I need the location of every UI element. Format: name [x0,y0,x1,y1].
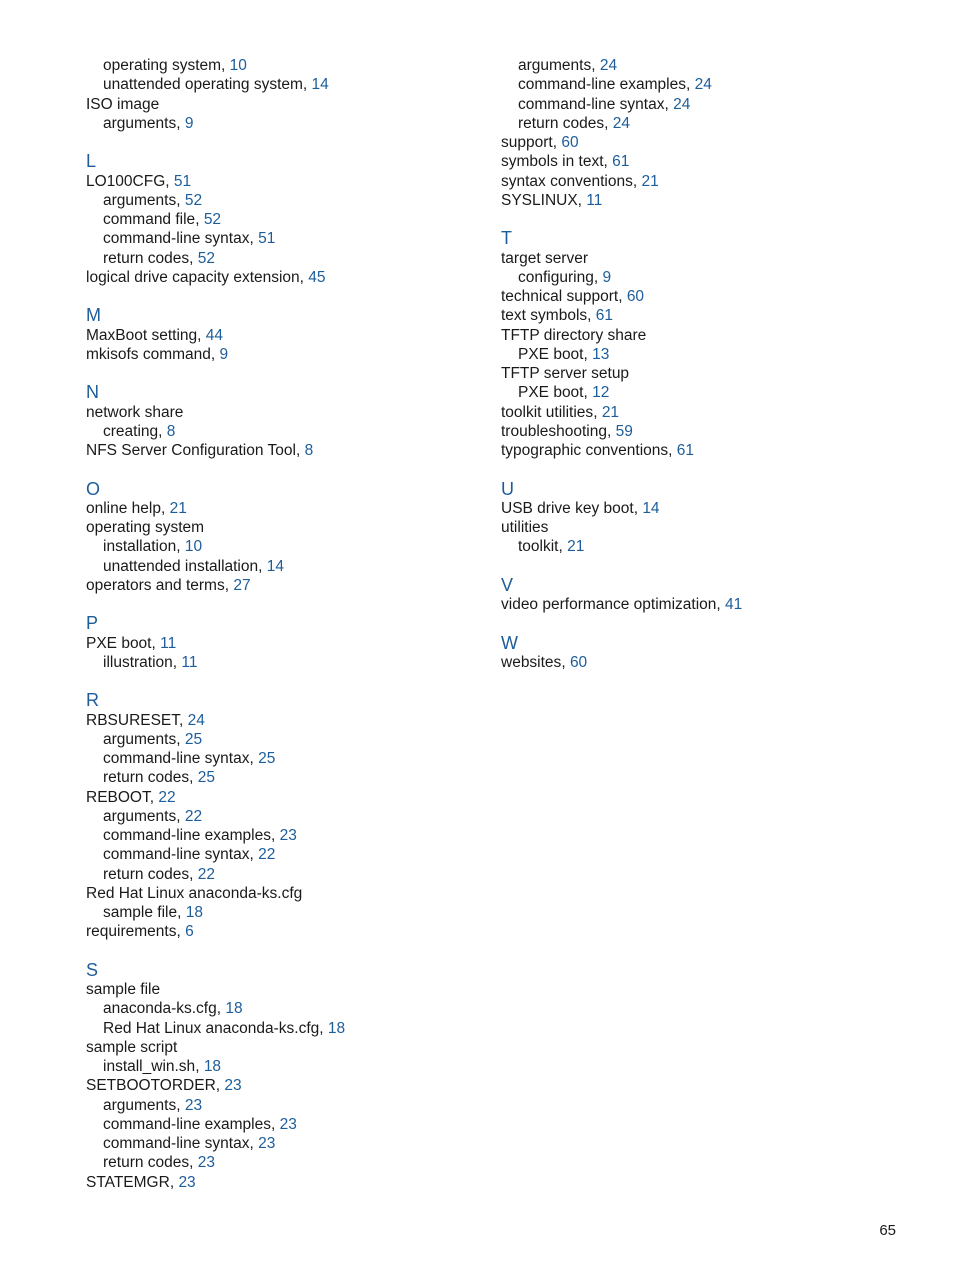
page-link[interactable]: 24 [599,57,618,74]
index-entry [86,441,486,460]
page-link[interactable]: 10 [229,57,247,74]
index-term: illustration [103,653,173,671]
section-letter: V [501,574,514,595]
index-subentry [86,865,486,884]
page-link[interactable]: 61 [676,442,695,459]
page-link[interactable]: 52 [197,249,216,267]
index-term: typographic conventions [501,442,669,459]
page-link[interactable]: 25 [258,750,276,767]
index-term: command-line syntax [103,750,250,767]
index-subentry [86,903,486,922]
separator: , [664,95,674,113]
index-term: mkisofs command [86,345,211,363]
index-subentry [86,807,486,826]
separator: , [195,211,204,228]
index-term: TFTP server setup [501,365,630,382]
separator: , [271,1115,280,1133]
index-term: command-line syntax [103,1135,250,1152]
separator: , [249,750,259,767]
page-link[interactable]: 14 [311,76,329,94]
separator: , [221,57,230,74]
index-column-right [501,56,921,672]
index-entry [501,595,921,614]
separator: , [668,442,677,459]
index-entry [86,1038,486,1057]
separator: , [149,788,159,806]
index-entry [501,249,921,268]
index-term: network share [86,403,184,421]
index-entry [86,268,486,287]
index-subentry [86,999,486,1018]
separator: , [604,114,613,132]
index-subentry [501,114,921,133]
index-entry [501,403,921,422]
index-entry [86,518,486,537]
index-term: online help [86,499,161,517]
index-term: troubleshooting [501,422,607,440]
index-term: unattended operating system [103,76,303,94]
index-entry [86,711,486,730]
index-term: command-line examples [103,827,271,844]
index-term: arguments [103,191,177,209]
index-term: syntax conventions [501,172,633,190]
page-link[interactable]: 13 [592,345,610,363]
index-term: anaconda-ks.cfg [103,1000,217,1018]
index-term: utilities [501,519,549,536]
section-letter: S [86,959,99,980]
page-link[interactable]: 11 [160,634,177,652]
page-link[interactable]: 61 [612,153,630,171]
index-term: RBSURESET [86,711,180,729]
separator: , [189,865,198,883]
index-subentry [86,537,486,556]
page-link[interactable]: 11 [181,653,198,671]
index-term: operating system [103,57,222,74]
index-subentry [501,537,921,556]
index-entry [501,133,921,152]
separator: , [583,345,593,363]
page-link[interactable]: 23 [178,1173,196,1191]
index-entry [501,306,921,325]
index-term: NFS Server Configuration Tool [86,442,296,459]
page-link[interactable]: 23 [224,1077,242,1095]
index-term: command-line syntax [518,95,665,113]
index-term: Red Hat Linux anaconda-ks.cfg [103,1019,320,1037]
index-subentry [86,210,486,229]
section-letter: R [86,690,99,711]
separator: , [160,499,170,517]
index-term: PXE boot [518,384,584,402]
index-subentry [86,56,486,75]
page-link[interactable]: 23 [258,1135,276,1152]
page-link[interactable]: 61 [595,307,614,325]
page-link[interactable]: 8 [166,422,176,440]
index-term: websites [501,653,562,671]
separator: , [577,191,587,209]
page-link[interactable]: 24 [187,711,205,729]
page-link[interactable]: 22 [197,865,216,883]
page-link[interactable]: 23 [197,1154,216,1172]
page-link[interactable]: 21 [169,499,187,517]
separator: , [176,191,185,209]
index-term: configuring [518,268,594,286]
index-term: USB drive key boot [501,499,634,517]
separator: , [176,114,185,132]
separator: , [299,268,309,286]
index-term: unattended installation [103,557,259,575]
index-term: SYSLINUX [501,191,578,209]
page-link[interactable]: 25 [197,769,216,787]
index-term: LO100CFG [86,172,166,190]
index-subentry [86,114,486,133]
page-link[interactable]: 18 [203,1058,222,1075]
separator: , [216,1000,226,1018]
separator: , [177,904,186,921]
index-entry [501,499,921,518]
index-term: text symbols [501,307,588,325]
page-link[interactable]: 14 [642,499,660,517]
index-term: REBOOT [86,788,150,806]
page-link[interactable]: 11 [586,191,603,209]
index-entry [86,326,486,345]
section-letter: M [86,305,101,326]
page-link[interactable]: 23 [279,827,297,844]
separator: , [210,345,220,363]
page-link[interactable]: 22 [258,846,276,864]
index-entry [86,1173,486,1192]
index-term: arguments [103,1096,177,1114]
index-entry [86,576,486,595]
index-subentry [86,1153,486,1172]
separator: , [593,268,603,286]
page-link[interactable]: 10 [184,538,203,556]
page-link[interactable]: 51 [258,230,276,248]
page-link[interactable]: 9 [184,114,194,132]
separator: , [151,634,161,652]
index-entry [501,152,921,171]
index-term: install_win.sh [103,1058,196,1075]
index-subentry [86,422,486,441]
index-term: return codes [103,769,190,787]
page-number: 65 [879,1222,896,1239]
separator: , [716,596,726,613]
page-link[interactable]: 41 [725,596,743,613]
index-term: requirements [86,923,177,941]
page-link[interactable]: 9 [602,268,612,286]
separator: , [249,846,259,864]
page-link[interactable]: 9 [219,345,229,363]
index-term: STATEMGR [86,1173,170,1191]
index-term: PXE boot [86,634,152,652]
separator: , [158,422,167,440]
index-subentry [86,845,486,864]
index-subentry [86,557,486,576]
index-subentry [86,191,486,210]
separator: , [224,576,234,594]
separator: , [271,827,280,844]
index-entry [86,499,486,518]
index-term: ISO image [86,95,160,113]
index-term: logical drive capacity extension [86,268,300,286]
index-subentry [501,95,921,114]
index-subentry [86,768,486,787]
separator: , [176,807,185,825]
section-letter: L [86,151,97,172]
separator: , [295,442,305,459]
index-term: arguments [103,114,177,132]
index-subentry [501,345,921,364]
index-term: support [501,134,553,151]
index-subentry [86,826,486,845]
index-term: target server [501,249,589,267]
index-term: arguments [103,807,177,825]
index-entry [86,922,486,941]
index-subentry [86,249,486,268]
separator: , [215,1077,225,1095]
page-link[interactable]: 12 [592,384,610,402]
index-entry [501,172,921,191]
page-link[interactable]: 22 [184,807,203,825]
separator: , [249,230,259,248]
separator: , [249,1135,259,1152]
index-entry [501,653,921,672]
index-term: sample file [86,981,161,998]
section-letter: T [501,228,512,249]
index-entry [501,287,921,306]
page-link[interactable]: 60 [561,134,579,151]
page-link[interactable]: 24 [612,114,631,132]
page-link[interactable]: 6 [185,923,194,941]
separator: , [197,326,206,344]
index-term: sample script [86,1038,178,1056]
separator: , [618,288,627,305]
separator: , [633,499,643,517]
index-term: command file [103,211,196,228]
page-link[interactable]: 23 [279,1115,297,1133]
page-link[interactable]: 22 [158,788,176,806]
section-letter: U [501,478,514,499]
index-entry [86,95,486,114]
section-letter: O [86,478,101,499]
index-subentry [86,1134,486,1153]
index-subentry [86,1057,486,1076]
index-term: command-line examples [518,76,686,94]
page-link[interactable]: 18 [225,1000,243,1018]
page-link[interactable]: 23 [184,1096,203,1114]
page-link[interactable]: 52 [203,211,222,228]
index-subentry [86,229,486,248]
section-letter: W [501,632,518,653]
index-entry [501,518,921,537]
index-term: video performance optimization [501,596,717,613]
index-subentry [86,1096,486,1115]
index-term: Red Hat Linux anaconda-ks.cfg [86,884,303,902]
index-entry [86,788,486,807]
index-subentry [501,268,921,287]
index-term: return codes [518,114,605,132]
index-subentry [86,1019,486,1038]
index-subentry [501,75,921,94]
index-subentry [501,56,921,75]
separator: , [258,557,267,575]
index-entry [501,191,921,210]
page-link[interactable]: 44 [205,326,224,344]
page-link[interactable]: 27 [233,576,251,594]
page-link[interactable]: 25 [184,730,203,748]
index-term: command-line syntax [103,230,250,248]
separator: , [583,384,593,402]
separator: , [686,76,695,94]
index-term: return codes [103,1154,190,1172]
section-letter: P [86,613,99,634]
index-entry [86,403,486,422]
index-term: PXE boot [518,345,584,363]
separator: , [558,538,568,556]
separator: , [176,538,185,556]
index-subentry [86,749,486,768]
index-term: toolkit utilities [501,403,594,421]
index-term: MaxBoot setting [86,326,198,344]
separator: , [176,923,186,941]
index-subentry [501,383,921,402]
page-link[interactable]: 21 [601,403,620,421]
index-term: symbols in text [501,153,604,171]
separator: , [189,1154,198,1172]
index-term: creating [103,422,159,440]
index-term: return codes [103,249,190,267]
separator: , [591,57,600,74]
separator: , [172,653,182,671]
page-link[interactable]: 60 [569,653,588,671]
index-subentry [86,75,486,94]
index-term: installation [103,538,177,556]
page-link[interactable]: 21 [641,172,659,190]
index-term: arguments [103,730,177,748]
index-term: arguments [518,57,592,74]
page-link[interactable]: 24 [694,76,712,94]
separator: , [552,134,562,151]
index-entry [86,1076,486,1095]
section-letter: N [86,382,99,403]
index-entry [86,634,486,653]
index-entry [501,441,921,460]
page-link[interactable]: 59 [615,422,633,440]
index-term: return codes [103,865,190,883]
page-link[interactable]: 24 [673,95,691,113]
index-entry [501,326,921,345]
index-term: toolkit [518,538,559,556]
separator: , [319,1019,328,1037]
index-entry [501,422,921,441]
index-term: operating system [86,519,205,536]
separator: , [195,1058,204,1075]
index-term: SETBOOTORDER [86,1077,216,1095]
index-entry [86,345,486,364]
separator: , [302,76,312,94]
separator: , [603,153,613,171]
index-term: command-line examples [103,1115,271,1133]
index-entry [86,884,486,903]
separator: , [632,172,642,190]
index-entry [501,364,921,383]
index-entry [86,172,486,191]
index-term: command-line syntax [103,846,250,864]
page-link[interactable]: 8 [304,442,314,459]
index-term: sample file [103,904,178,921]
index-subentry [86,1115,486,1134]
separator: , [593,403,602,421]
separator: , [189,769,198,787]
index-term: operators and terms [86,576,225,594]
index-subentry [86,730,486,749]
page-link[interactable]: 18 [185,904,203,921]
page-link[interactable]: 45 [308,268,326,286]
index-term: TFTP directory share [501,326,647,344]
index-column-left [86,56,486,1192]
page-link[interactable]: 18 [327,1019,346,1037]
separator: , [179,711,188,729]
separator: , [587,307,596,325]
index-subentry [86,653,486,672]
separator: , [561,653,570,671]
separator: , [176,1096,185,1114]
separator: , [169,1173,179,1191]
index-term: technical support [501,288,619,305]
separator: , [189,249,198,267]
separator: , [607,422,616,440]
page-link[interactable]: 60 [626,288,645,305]
index-entry [86,980,486,999]
page-link[interactable]: 52 [184,191,203,209]
page-link[interactable]: 51 [173,172,192,190]
page-link[interactable]: 21 [567,538,585,556]
page-link[interactable]: 14 [266,557,284,575]
separator: , [176,730,185,748]
separator: , [165,172,174,190]
